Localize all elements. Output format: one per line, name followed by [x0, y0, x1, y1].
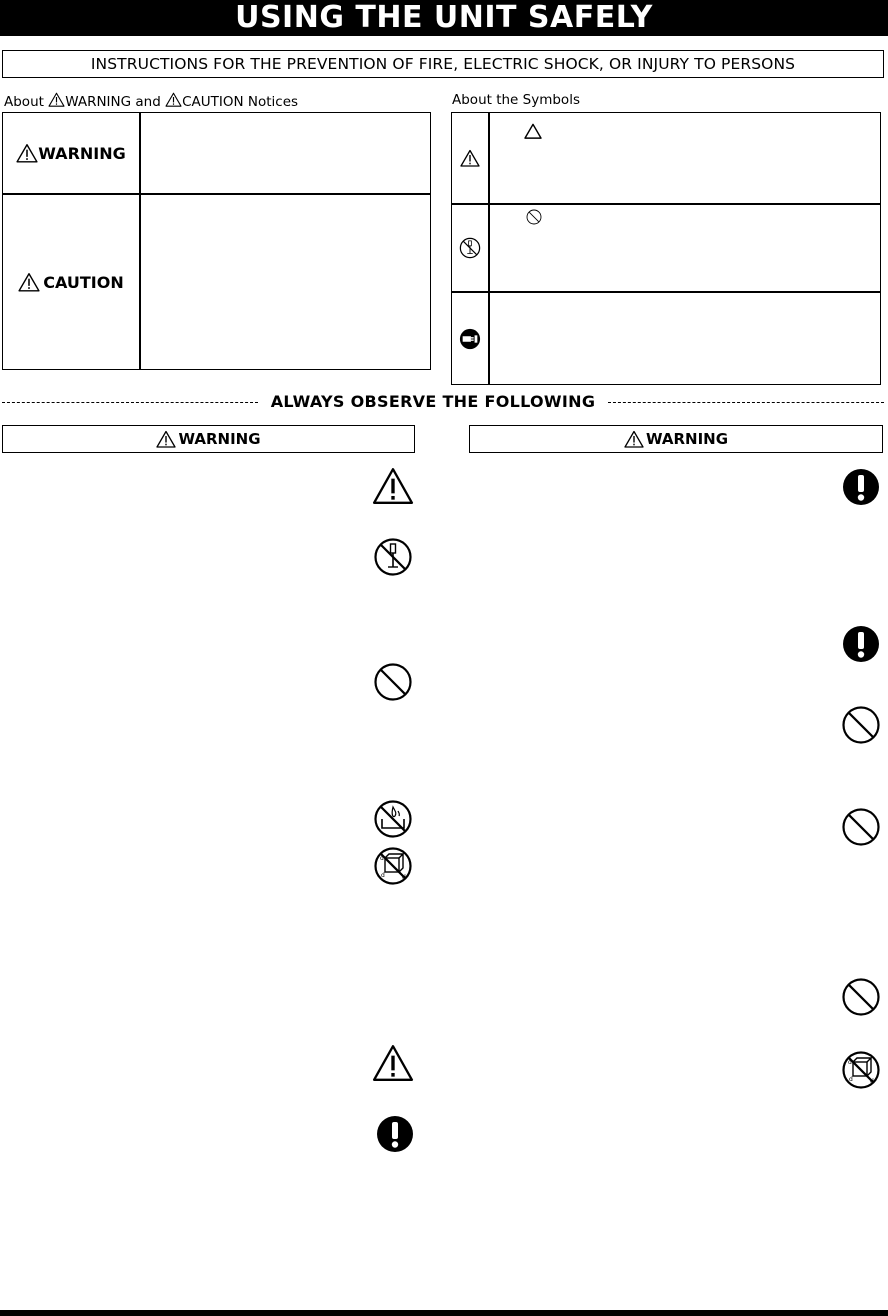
divider-left: [2, 402, 258, 403]
prohibited-icon: [841, 807, 881, 847]
no-shock-icon: [841, 1050, 881, 1090]
warning-triangle-icon: [624, 430, 644, 448]
prohibited-small-icon: [526, 209, 542, 229]
notices-header-and: and: [131, 94, 166, 110]
right-warning-header: WARNING: [469, 425, 883, 453]
prohibited-icon: [841, 705, 881, 745]
notices-table: [2, 112, 431, 370]
caution-triangle-icon: [18, 272, 40, 292]
prohibited-icon: [841, 977, 881, 1017]
symbol-row-triangle: [452, 113, 488, 203]
notices-header-prefix: About: [4, 94, 49, 110]
notices-header-suffix: Notices: [243, 94, 299, 110]
instructions-header-box: [2, 50, 884, 78]
unplug-icon: [459, 328, 481, 350]
symbols-table: [451, 112, 881, 385]
warning-triangle-icon: [372, 467, 414, 505]
no-disassembly-icon: [373, 537, 413, 577]
prohibited-icon: [373, 662, 413, 702]
triangle-outline-icon: [524, 123, 542, 143]
notices-header-warning: WARNING: [65, 94, 132, 110]
bottom-bar: [0, 1310, 888, 1316]
instructions-header: INSTRUCTIONS FOR THE PREVENTION OF FIRE, ELECTRIC SHOCK, OR INJURY TO PERSONS: [90, 55, 796, 73]
mandatory-icon: [841, 624, 881, 664]
mandatory-icon: [841, 467, 881, 507]
no-disassembly-icon: [459, 237, 481, 259]
symbols-header: About the Symbols: [452, 92, 580, 108]
notices-header-caution: CAUTION: [182, 94, 244, 110]
no-water-icon: [373, 799, 413, 839]
warning-triangle-icon: [16, 143, 38, 163]
title-bar: [0, 0, 888, 36]
caution-notice-label: CAUTION: [3, 195, 139, 369]
warning-triangle-icon: [460, 149, 480, 167]
warning-triangle-icon: [156, 430, 176, 448]
warning-triangle-icon: [372, 1044, 414, 1082]
symbol-row-prohibited: [452, 205, 488, 291]
no-shock-icon: [373, 846, 413, 886]
divider-right: [608, 402, 884, 403]
caution-triangle-icon: [165, 92, 182, 107]
notices-header: [4, 92, 298, 110]
symbol-row-mandatory: [452, 293, 488, 384]
mandatory-icon: [375, 1114, 415, 1154]
warning-notice-label: WARNING: [3, 113, 139, 193]
warning-triangle-icon: [48, 92, 65, 107]
section-heading: ALWAYS OBSERVE THE FOLLOWING: [270, 392, 596, 411]
left-warning-header: WARNING: [2, 425, 415, 453]
page-title: USING THE UNIT SAFELY: [235, 0, 653, 35]
